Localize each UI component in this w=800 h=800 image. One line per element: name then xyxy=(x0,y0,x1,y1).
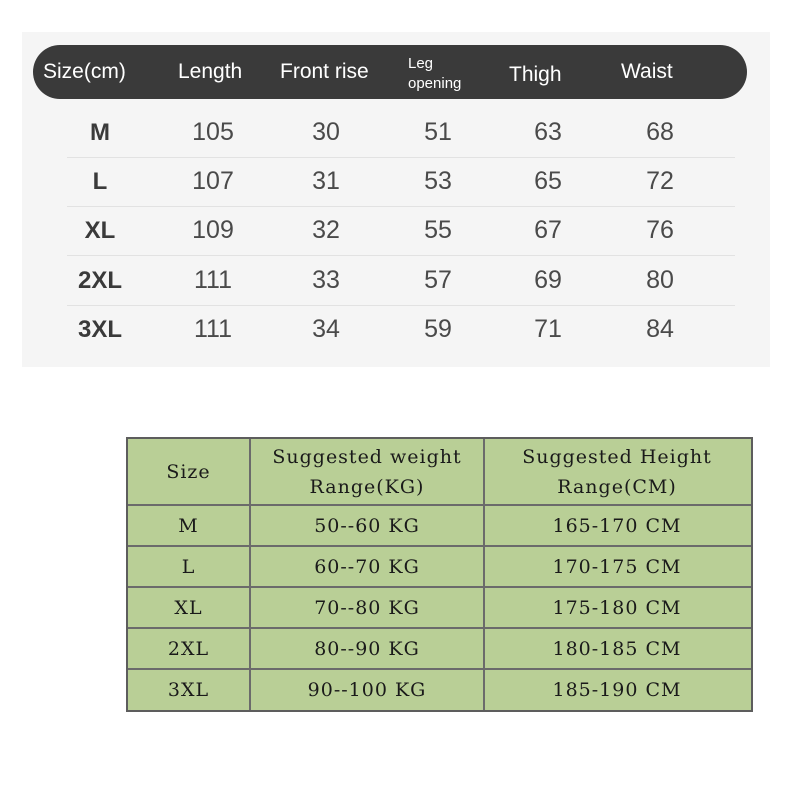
row-leg-opening: 53 xyxy=(424,167,452,195)
row-thigh: 71 xyxy=(534,315,562,343)
row-waist: 76 xyxy=(646,216,674,244)
header-length: Length xyxy=(178,60,243,83)
weight-height-suggestion-table xyxy=(126,437,753,712)
header-front-rise: Front rise xyxy=(280,60,369,83)
header-waist: Waist xyxy=(621,60,673,83)
row-weight: 50--60 KG xyxy=(314,514,420,537)
row-leg-opening: 59 xyxy=(424,315,452,343)
row-weight: 80--90 KG xyxy=(314,637,420,660)
row-height: 185-190 CM xyxy=(552,679,682,701)
row-height: 165-170 CM xyxy=(552,514,682,537)
row-waist: 80 xyxy=(646,266,674,294)
row-leg-opening: 51 xyxy=(424,118,452,146)
row-size: L xyxy=(92,168,108,195)
row-weight: 90--100 KG xyxy=(307,679,427,701)
row-front-rise: 34 xyxy=(312,315,340,343)
header-height-line1: Suggested Height xyxy=(522,445,712,468)
row-weight: 70--80 KG xyxy=(314,596,420,619)
row-size: L xyxy=(181,555,196,578)
table-row xyxy=(67,256,735,306)
row-waist: 84 xyxy=(646,315,674,343)
row-height: 170-175 CM xyxy=(552,555,682,578)
header-weight-line1: Suggested weight xyxy=(272,445,462,468)
header-leg-line1: Leg xyxy=(408,55,434,72)
header-size: Size xyxy=(166,460,211,483)
table-row xyxy=(67,108,735,158)
row-weight: 60--70 KG xyxy=(314,555,420,578)
row-length: 111 xyxy=(193,315,232,343)
row-waist: 72 xyxy=(646,167,674,195)
row-size: 3XL xyxy=(77,316,122,343)
table-row xyxy=(67,206,735,256)
row-height: 175-180 CM xyxy=(552,596,682,619)
size-chart-header xyxy=(33,45,747,99)
row-leg-opening: 57 xyxy=(424,266,452,294)
row-size: XL xyxy=(84,217,116,244)
row-front-rise: 30 xyxy=(312,118,340,146)
header-size: Size(cm) xyxy=(43,60,126,83)
row-size: 2XL xyxy=(77,267,122,294)
row-thigh: 67 xyxy=(534,216,562,244)
row-leg-opening: 55 xyxy=(424,216,452,244)
table-row xyxy=(67,157,735,207)
row-size: 3XL xyxy=(167,679,210,701)
row-size: 2XL xyxy=(167,637,210,660)
header-weight-line2: Range(KG) xyxy=(309,475,425,498)
row-thigh: 63 xyxy=(534,118,562,146)
row-length: 109 xyxy=(192,216,234,244)
row-length: 111 xyxy=(193,266,232,294)
row-thigh: 69 xyxy=(534,266,562,294)
row-waist: 68 xyxy=(646,118,674,146)
header-thigh: Thigh xyxy=(509,63,562,86)
row-size: XL xyxy=(174,596,203,619)
header-suggested-height xyxy=(485,439,749,504)
row-front-rise: 32 xyxy=(312,216,340,244)
row-front-rise: 33 xyxy=(312,266,340,294)
size-measurement-chart xyxy=(22,32,770,367)
header-height-line2: Range(CM) xyxy=(557,475,677,498)
header-leg-opening xyxy=(408,54,461,94)
row-length: 107 xyxy=(192,167,234,195)
table-row xyxy=(67,305,735,354)
header-leg-line2: opening xyxy=(408,75,462,92)
row-size: M xyxy=(90,119,110,146)
row-length: 105 xyxy=(192,118,234,146)
row-thigh: 65 xyxy=(534,167,562,195)
row-size: M xyxy=(178,514,199,537)
header-suggested-weight xyxy=(251,439,483,504)
row-front-rise: 31 xyxy=(312,167,340,195)
row-height: 180-185 CM xyxy=(552,637,682,660)
